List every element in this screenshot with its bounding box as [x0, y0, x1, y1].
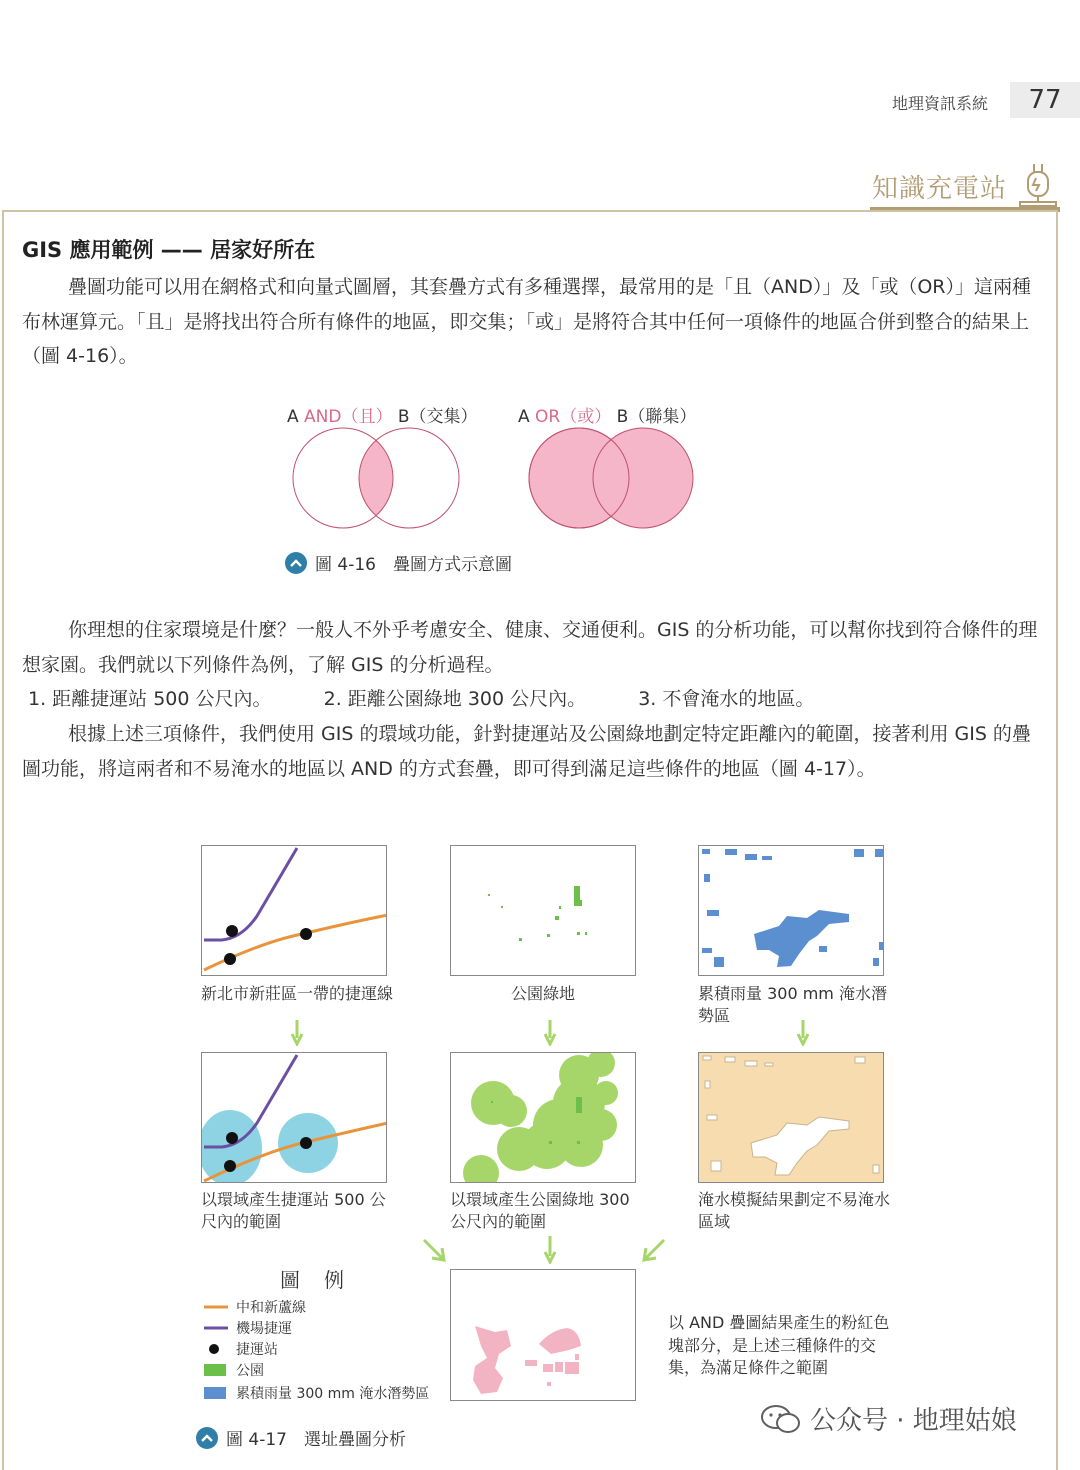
box-title: GIS 應用範例 —— 居家好所在 [22, 238, 316, 262]
arrow-diagonal-icon [420, 1236, 450, 1266]
figure-caption-4-17: 圖 4-17 選址疊圖分析 [196, 1425, 406, 1450]
map-parks [450, 845, 636, 976]
legend-item-purple-line: 機場捷運 [236, 1321, 292, 1337]
map-caption-flood: 累積雨量 300 mm 淹水潛勢區 [698, 984, 887, 1025]
condition-2: 2. 距離公園綠地 300 公尺內。 [323, 688, 587, 710]
venn-and-label: A AND（且） B（交集） [287, 407, 478, 427]
legend-item-station: 捷運站 [204, 1339, 278, 1359]
legend-item-flood: 累積雨量 300 mm 淹水潛勢區 [204, 1383, 429, 1403]
section-tag: 知識充電站 [872, 174, 1008, 204]
venn-and-intersection [359, 428, 459, 528]
page-number: 77 [1010, 82, 1080, 118]
paragraph-analysis: 根據上述三項條件，我們使用 GIS 的環域功能，針對捷運站及公園綠地劃定特定距離內的範圍，接著利用 GIS 的疊圖功能，將這兩者和不易淹水的地區以 AND 的方式套疊，即可得到滿足這些條件的地區（圖 4-17）。 [22, 723, 1031, 780]
paragraph-ideal-home: 你理想的住家環境是什麼？一般人不外乎考慮安全、健康、交通便利。GIS 的分析功能，可以幫你找到符合條件的理想家園。我們就以下列條件為例，了解 GIS 的分析過程。 [22, 619, 1038, 676]
map-caption-mrt-buffer: 以環域產生捷運站 500 公尺內的範圍 [201, 1190, 386, 1231]
map-caption-parks: 公園綠地 [510, 984, 575, 1003]
arrow-down-icon [543, 1020, 557, 1046]
condition-3: 3. 不會淹水的地區。 [638, 688, 815, 710]
map-mrt-lines [201, 845, 387, 976]
chevron-up-icon [285, 552, 307, 574]
watermark: 公众号 · 地理姑娘 [760, 1400, 1017, 1437]
legend-item-park: 公園 [204, 1360, 264, 1380]
conditions-list [28, 682, 1053, 717]
map-flood-potential [698, 845, 884, 976]
condition-1: 1. 距離捷運站 500 公尺內。 [28, 688, 272, 710]
arrow-down-icon [543, 1236, 557, 1264]
paragraph-overlay-intro: 疊圖功能可以用在網格式和向量式圖層，其套疊方式有多種選擇，最常用的是「且（AND）」及「或（OR）」這兩種布林運算元。「且」是將找出符合所有條件的地區，即交集；「或」是將符合其中任何一項條件的地區合併到整合的結果上（圖 4-16）。 [22, 276, 1032, 367]
arrow-down-icon [796, 1020, 810, 1046]
arrow-diagonal-icon [638, 1236, 668, 1266]
chapter-title: 地理資訊系統 [892, 94, 989, 113]
map-caption-park-buffer: 以環域產生公園綠地 300 公尺內的範圍 [450, 1190, 630, 1231]
result-note: 以 AND 疊圖結果產生的粉紅色塊部分，是上述三種條件的交集，為滿足條件之範圍 [668, 1313, 890, 1377]
venn-diagram [286, 424, 706, 532]
map-result-intersection [450, 1269, 636, 1401]
figure-caption-4-16: 圖 4-16 疊圖方式示意圖 [285, 550, 512, 575]
legend-item-orange-line: 中和新蘆線 [236, 1300, 306, 1316]
legend-title: 圖 例 [280, 1268, 346, 1292]
map-caption-non-flood: 淹水模擬結果劃定不易淹水區域 [698, 1190, 891, 1231]
venn-or-label: A OR（或） B（聯集） [518, 407, 697, 427]
chevron-up-icon [196, 1427, 218, 1449]
map-mrt-buffer [201, 1052, 387, 1183]
map-caption-mrt: 新北市新莊區一帶的捷運線 [201, 984, 394, 1003]
map-park-buffer [450, 1052, 636, 1183]
charger-icon [1016, 160, 1060, 208]
wechat-icon [760, 1404, 800, 1434]
map-non-flood-area [698, 1052, 884, 1183]
venn-or-circle-b [593, 428, 693, 528]
arrow-down-icon [290, 1020, 304, 1046]
